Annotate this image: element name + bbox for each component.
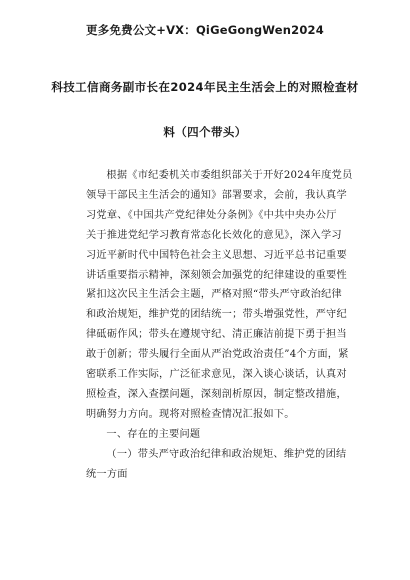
subsection-heading xyxy=(86,445,347,485)
paragraph-intro xyxy=(86,166,353,425)
paragraph-line: 根据《市纪委机关市委组织部关于开好2024年度党员 xyxy=(106,170,353,181)
paragraph-line: 领导干部民主生活会的通知》部署要求，会前，我认真学 xyxy=(86,189,347,201)
subsection-line: 统一方面 xyxy=(86,468,128,480)
document-title-line-2: 料（四个带头） xyxy=(163,125,247,139)
paragraph-line: 习党章、《中国共产党纪律处分条例》《中共中央办公厅 xyxy=(86,209,337,221)
paragraph-line: 讲话重要指示精神，深刻领会加强党的纪律建设的重要性 xyxy=(86,269,347,281)
document-body xyxy=(86,166,353,485)
paragraph-line: 明确努力方向。现将对照检查情况汇报如下。 xyxy=(86,408,295,420)
paragraph-line: 密联系工作实际，广泛征求意见，深入谈心谈话，认真对 xyxy=(86,369,347,381)
section-heading-text: 一、存在的主要问题 xyxy=(106,428,201,440)
promo-header: 更多免费公文+VX：QiGeGongWen2024 xyxy=(86,23,324,37)
document-title-line-1: 科技工信商务副市长在2024年民主生活会上的对照检查材 xyxy=(51,80,359,94)
paragraph-line: 照检查，深入查摆问题，深刻剖析原因，制定整改措施， xyxy=(86,388,347,400)
paragraph-line: 律砥砺作风；带头在遵规守纪、清正廉洁前提下勇于担当 xyxy=(86,329,347,341)
paragraph-line: 和政治规矩，维护党的团结统一；带头增强党性，严守纪 xyxy=(86,309,347,321)
section-heading xyxy=(86,425,326,445)
paragraph-line: 关于推进党纪学习教育常态化长效化的意见》，深入学习 xyxy=(86,229,342,241)
subsection-line: （一）带头严守政治纪律和政治规矩、维护党的团结 xyxy=(106,448,347,460)
paragraph-line: 紧扣这次民主生活会主题，严格对照“带头严守政治纪律 xyxy=(86,289,342,301)
paragraph-line: 习近平新时代中国特色社会主义思想、习近平总书记重要 xyxy=(86,249,347,261)
paragraph-line: 敢于创新；带头履行全面从严治党政治责任”4个方面，紧 xyxy=(86,349,349,361)
